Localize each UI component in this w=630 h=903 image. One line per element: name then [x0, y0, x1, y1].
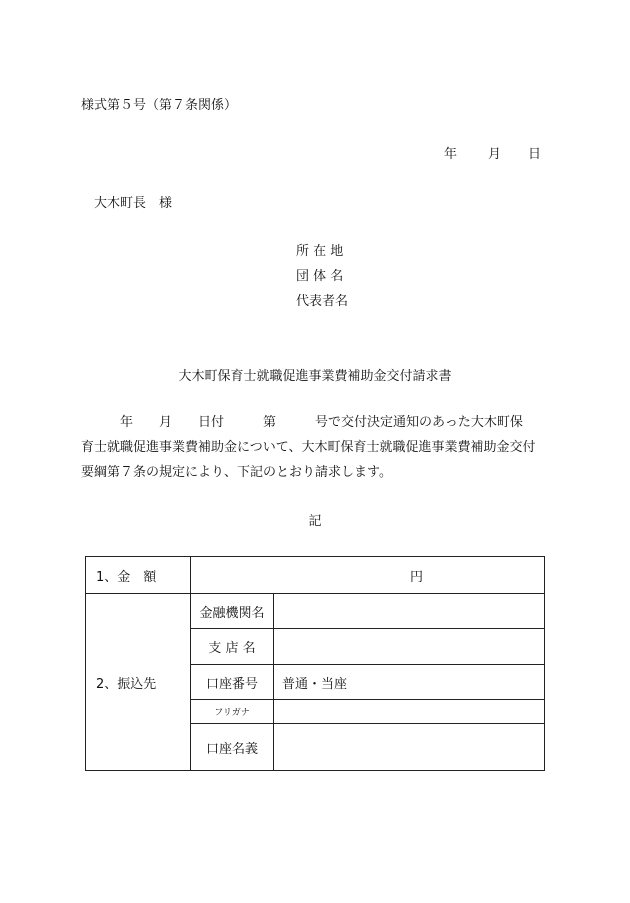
bank-name-field — [274, 594, 545, 629]
form-number: 様式第５号（第７条関係） — [81, 98, 238, 113]
branch-name-label: 支 店 名 — [191, 629, 274, 665]
furigana-label: フリガナ — [191, 700, 274, 724]
account-number-label: 口座番号 — [191, 665, 274, 700]
amount-value-cell — [191, 557, 545, 594]
addressee: 大木町長 様 — [94, 196, 173, 211]
date-month: 月 — [488, 147, 502, 162]
applicant-location-label: 所 在 地 — [296, 244, 344, 259]
body-line: 要綱第７条の規定により、下記のとおり請求します。 — [81, 465, 392, 480]
body-line: 年 月 日付 第 号で交付決定通知のあった大木町保 — [81, 415, 523, 430]
transfer-label: 2、振込先 — [86, 594, 191, 771]
detail-table — [85, 556, 545, 771]
bank-row — [86, 594, 545, 629]
applicant-group-name-label: 団 体 名 — [296, 269, 344, 284]
account-holder-field — [274, 724, 545, 771]
account-holder-label: 口座名義 — [191, 724, 274, 771]
furigana-field — [274, 700, 545, 724]
branch-name-field — [274, 629, 545, 665]
document-title: 大木町保育士就職促進事業費補助金交付請求書 — [178, 369, 452, 384]
amount-row — [86, 557, 545, 594]
yen-unit: 円 — [409, 569, 423, 585]
bank-name-label: 金融機関名 — [191, 594, 274, 629]
account-type-value: 普通・当座 — [274, 665, 545, 700]
body-line: 育士就職促進事業費補助金について、大木町保育士就職促進事業費補助金交付 — [81, 440, 536, 455]
amount-label: 1、金 額 — [86, 557, 191, 594]
date-line — [444, 148, 541, 161]
date-day: 日 — [528, 147, 542, 162]
ki-heading: 記 — [308, 514, 322, 529]
applicant-representative-label: 代表者名 — [296, 294, 349, 309]
body-text — [81, 410, 551, 485]
date-year: 年 — [444, 147, 458, 162]
